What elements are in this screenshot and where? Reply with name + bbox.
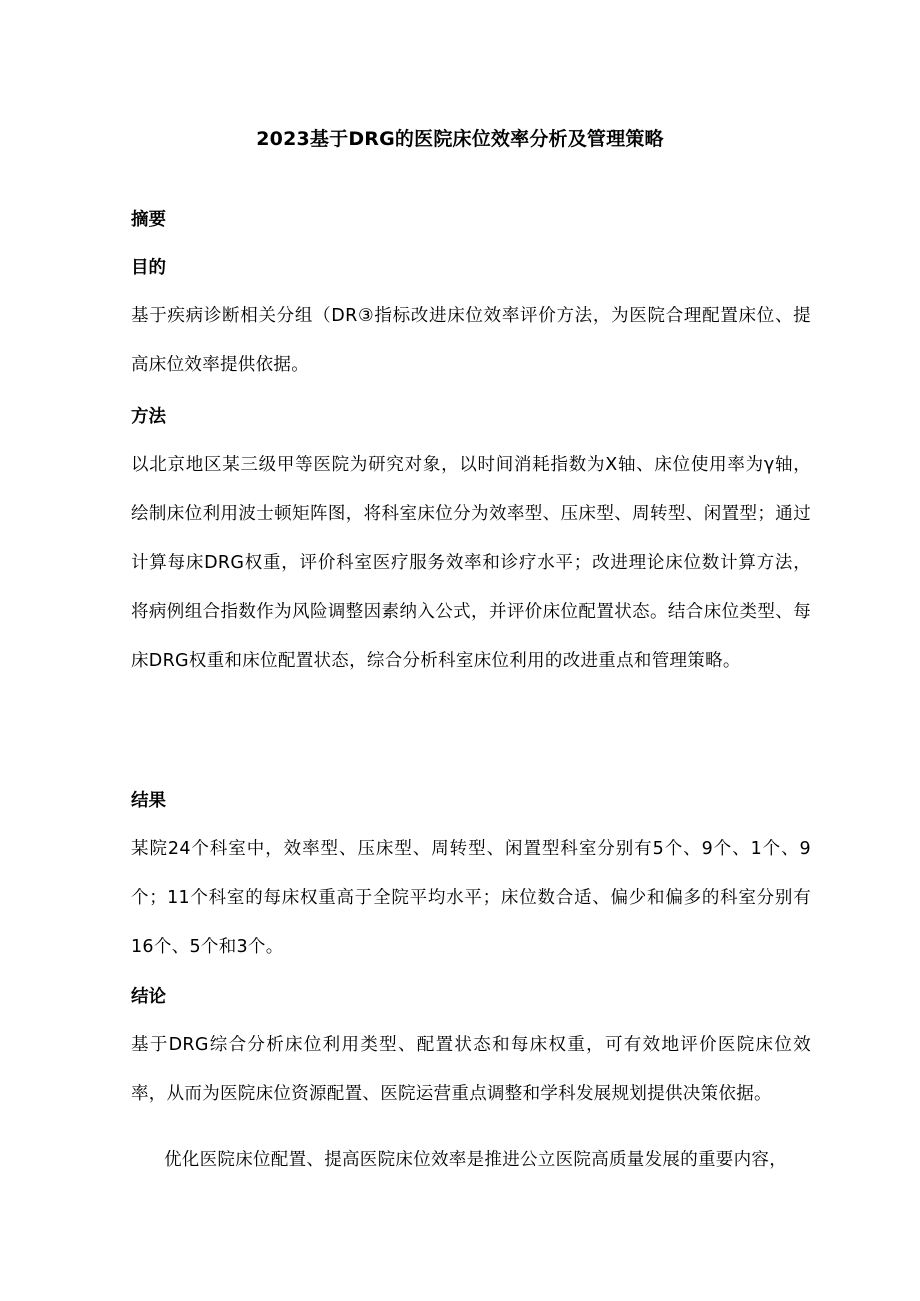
method-heading: 方法 — [131, 407, 166, 427]
method-paragraph: 以北京地区某三级甲等医院为研究对象，以时间消耗指数为X轴、床位使用率为γ轴，绘制床位利用波士顿矩阵图，将科室床位分为效率型、压床型、周转型、闲置型；通过计算每床DRG权重，评价科室医疗服务效率和诊疗水平；改进理论床位数计算方法，将病例组合指数作为风险调整因素纳入公式，并评价床位配置状态。结合床位类型、每床DRG权重和床位配置状态，综合分析科室床位利用的改进重点和管理策略。 — [131, 455, 811, 671]
document-title: 2023基于DRG的医院床位效率分析及管理策略 — [256, 128, 664, 150]
body-opening-paragraph: 优化医院床位配置、提高医院床位效率是推进公立医院高质量发展的重要内容， — [164, 1150, 787, 1170]
abstract-heading: 摘要 — [131, 210, 166, 230]
conclusion-paragraph: 基于DRG综合分析床位利用类型、配置状态和每床权重，可有效地评价医院床位效率，从而为医院床位资源配置、医院运营重点调整和学科发展规划提供决策依据。 — [131, 1035, 811, 1104]
results-paragraph: 某院24个科室中，效率型、压床型、周转型、闲置型科室分别有5个、9个、1个、9个；11个科室的每床权重高于全院平均水平；床位数合适、偏少和偏多的科室分别有16个、5个和3个。 — [131, 839, 811, 957]
results-heading: 结果 — [131, 791, 166, 811]
objective-heading: 目的 — [131, 258, 166, 278]
conclusion-heading: 结论 — [131, 987, 166, 1007]
objective-paragraph: 基于疾病诊断相关分组（DR③指标改进床位效率评价方法，为医院合理配置床位、提高床位效率提供依据。 — [131, 306, 811, 375]
